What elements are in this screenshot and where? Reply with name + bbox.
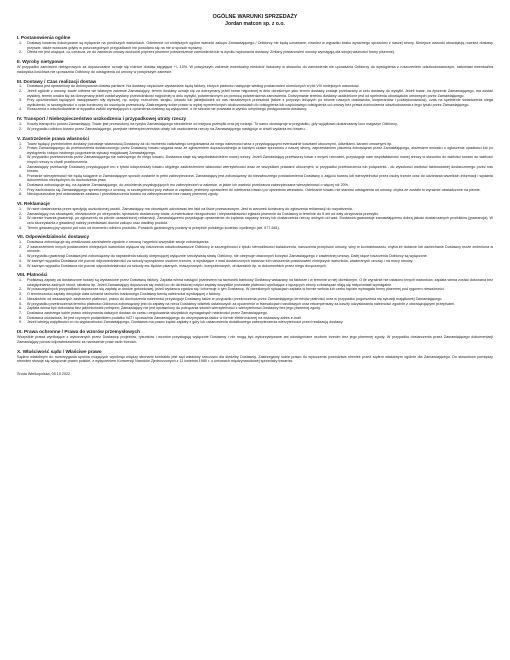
clause-text: W przypadku przekroczenia terminu płatności Odbiorca zobowiązany jest do zapłaty na rzecz Dostawcy odsetek ustawowych za opóźnienie w transakcjach handlowych oraz rekompensaty za koszty odzyskiwania należności zgodnie z obowiązującymi przepisami. xyxy=(27,301,455,306)
clause-number: 1. xyxy=(19,41,23,46)
clause-text: O terminowości zapłaty decyduje data uznania rachunku bankowego Dostawcy kwotą należności wynikającej z faktury. xyxy=(27,292,221,297)
clause-text: Przy zachowaniu się Zamawiającego sprzecznego z umową, w szczególności przy zwłoce w zapłacie, jesteśmy uprawnieni do odebrania towaru po uprzednim wezwaniu. Odebranie towaru nie stanowi odstąpienia od umowy, chyba że zostało to wyraźnie oświadczone na piśmie. xyxy=(27,187,481,192)
section-heading: III. Dostawy / Czas realizacji dostaw xyxy=(17,78,97,84)
clause-number: 8. xyxy=(19,192,23,197)
clause-text: Dostawca zastrzega sobie prawo wstrzymania dalszych dostaw do czasu uregulowania wszystkich wymagalnych należności przez Zamawiającego. xyxy=(27,311,268,316)
clause-number: 4. xyxy=(19,225,23,230)
clause-text: W razie dostarczenia przez spedycję uszkodzonej paczki, Zamawiający ma obowiązek odnotować ten fakt na liście przewozowym. Jest to warunek konieczny do zgłoszenia reklamacji do rozpatrzenia. xyxy=(27,207,353,211)
clause-item xyxy=(17,320,493,324)
clause-number: 1. xyxy=(19,122,23,127)
clause-item xyxy=(17,278,493,287)
clause-text: Jeżeli ogólnie z umowy, towar odbiera we własnym zakresie Zamawiający, termin dostawy uznaje się za dotrzymany jeżeli towar najpóźniej w dniu określonym jako termin dostawy zostaje przekazany w celu dostawy do wysyłki. Jeżeli towar, na życzenie Zamawiającego, ma zostać wysłany, termin uważa się za dotrzymany jeżeli został wysłany przewoźnikowi najpóźniej w dniu wysyłki, potwierdzonym za pomocą potwierdzenia zamówienia. Dotrzymanie terminu dostawy uzależnione jest od spełnienia obowiązków umownych przez Zamawiającego. xyxy=(27,89,493,98)
clause-item xyxy=(17,216,493,225)
document-body xyxy=(17,31,493,376)
clause-number: 3. xyxy=(19,216,23,221)
clause-number: 7. xyxy=(19,187,23,192)
clause-item xyxy=(17,264,493,268)
clause-number: 3. xyxy=(19,98,23,103)
section xyxy=(17,59,493,74)
clause-text: Podstawą zapłaty za dostarczone towary są wystawione przez Dostawcę faktury. Zapłata winna nastąpić przelewem na rachunek bankowy Dostawcy wskazany na fakturze i w terminie w niej określonym. O ile wyraźnie nie ustalono innych warunków, zapłata winna zostać dokonana bez uwzględniania żadnych skont, rabatów itp. Jeżeli Zamawiający dopuszcza się zwłoki co do określonej części zapłaty wszystkie pozostałe płatności wynikające z łączących strony zobowiązań stają się natychmiast wymagalne. xyxy=(27,278,493,287)
clause-item xyxy=(17,245,493,254)
clause-item xyxy=(17,127,493,131)
section xyxy=(17,136,493,197)
clause-number: 5. xyxy=(19,301,23,306)
clause-item xyxy=(17,174,493,183)
clause-number: 6. xyxy=(19,182,23,187)
clause-item xyxy=(17,192,493,196)
clause-text: W przypadku gwarancji Dostawa jest zobowiązany do naprawienia szkody obejmującej wyłącznie rzeczywistą stratę Odbiorcy, nie obejmuje utraconych korzyści Zamawiającego z zawieranej umowy. Dalej idące roszczenia Odbiorcy są wyłączone. xyxy=(27,254,428,259)
clause-number: 4. xyxy=(19,107,23,112)
clause-number: 7. xyxy=(19,311,23,316)
section-heading: X. Właściwość sądu / Właściwe prawo xyxy=(17,348,102,354)
section-heading: I. Postanowienia ogólne xyxy=(17,35,71,41)
clause-text: Towar będący przedmiotem dostawy pozostaje własnością Dostawcy aż do momentu całkowitego uregulowania za niego należności wraz z przysługującymi eventualnie kosztami ubocznymi, odsetkami, karami umownymi itp. xyxy=(27,141,393,146)
clause-number: 4. xyxy=(19,258,23,263)
clause-text: Przelanie wierzytelności nie będą ściągane w Zamawiającym sposób zostanie w pełni zabezpieczona. Zamawiający jest zobowiązany do niezwłocznego powiadomienia Dostawcy o zajęciu towaru lub wierzytelności przez osoby trzecie oraz do udzielania wszelkich informacji i wydania dokumentów niezbędnych do dochodzenia praw. xyxy=(27,173,493,183)
clause-number: 3. xyxy=(19,155,23,160)
clause-text: W okresie trwania gwarancji, po zgłoszeniu na piśmie uzasadnionej reklamacji, Zamawiającemu przysługuje uprawnienie do żądania naprawy rzeczy lub dostarczenia rzeczy wolnych od wad. Dostawca gwarantuje zamawiającemu dobrą jakość dostarczanych produktów (gwarancja). W celu skorzystania z gwarancji należy przedstawić dowód zakupu oraz wadliwy produkt. xyxy=(27,216,493,225)
section xyxy=(17,201,493,230)
clause-text: Zamawiający ma obowiązek, niezwłocznie po otrzymaniu, sprawdzić dostarczony towar, a ewentualne niezgodności i nieprawidłowości zgłasza pisemnie do Dostawcy w terminie do 5 dni od daty otrzymania przesyłki. xyxy=(27,211,379,216)
clause-number: 1. xyxy=(19,141,23,146)
clause-text: Dostawca oświadcza, że jest czynnym podatnikiem podatku VAT i upoważnia Zamawiającego do otrzymywania faktur w formie elektronicznej na wskazany adres e-mail. xyxy=(27,315,302,320)
clause-number: 2. xyxy=(19,126,23,131)
clause-item xyxy=(17,146,493,155)
clause-number: 9. xyxy=(19,320,23,325)
clause-text: Zapłata winna być dokonana bez jakichkolwiek potrąceń; Zamawiający nie jest uprawniony do potrącania swoich wierzytelności z wierzytelności Dostawcy bez jego pisemnej zgody. xyxy=(27,306,321,311)
clause-text: Koszty transportu ponosi Zamawiający. Towar jest przewożony na ryzyko Zamawiającego niezależnie od miejsca przesyłki oraz jej rodzaju. To samo obowiązuje w przypadku, gdy wyjątkowo dostarczamy loco magazyn Odbiorcy. xyxy=(27,122,398,127)
clause-number: 5. xyxy=(19,173,23,178)
section-heading: IV. Transport / Niebezpieczeństwo uszkodzenia i przypadkowej utraty rzeczy xyxy=(17,116,187,122)
clause-text: W poszczególnych przypadkach dopuszcza się zapłatę w drodze gotówkowej, jeżeli wydawca zgadza się i informuje o tym Dostawcę. W określonych sytuacjach zapłata w formie weksla lub czeku będzie wymagała formy pisemnej pod rygorem nieważności. xyxy=(27,287,445,292)
clause-item xyxy=(17,155,493,164)
clause-text: Dostawca zobowiązuje się, na żądanie Zamawiającego, do zwolnienia przysługujących mu zabezpieczeń w zakresie, w jakim ich wartość przekracza zabezpieczane wierzytelności o więcej niż 20%. xyxy=(27,182,349,187)
clause-number: 3. xyxy=(19,292,23,297)
section xyxy=(17,272,493,324)
clause-item xyxy=(17,50,493,54)
clause-number: 5. xyxy=(19,263,23,268)
section xyxy=(17,329,493,344)
section-heading: VII. Odpowiedzialność dostawcy xyxy=(17,234,90,240)
clause-text: Termin gwarancyjny wynosi pół roku od momentu odbioru produktu. Poradnik gwarancyjny podany w przepisie polskiego kodeksu cywilnego (art. 577-581). xyxy=(27,225,280,230)
section xyxy=(17,79,493,112)
clause-number: 2. xyxy=(19,245,23,249)
clause-item xyxy=(17,98,493,107)
clause-number: 3. xyxy=(19,254,23,259)
clause-item xyxy=(17,165,493,174)
clause-text: Dostawy towarów dokonywane są wyłącznie na poniższych warunkach. Odmienne od niniejszych ogólne warunki zakupu Zamawiającego / Odbiorcy nie będą uznawane, również w wypadku braku wyraźnego sprzeciwu z naszej strony. Niniejsze warunki obowiązują również dostawy przyszłe, także wówczas gdyby w poszczególnych przypadkach nie powołano się na nie w sposób wyraźny. xyxy=(27,41,493,50)
clause-number: 2. xyxy=(19,287,23,292)
clause-number: 2. xyxy=(19,211,23,216)
clause-text: W przypadku odbioru towaru przez Zamawiającego, przejście niebezpieczeństwa utraty lub uszkodzenia rzeczy na Zamawiającego następuje w chwili wydania mu towaru. xyxy=(27,126,306,131)
place-and-date: Środa Wielkopolska, 05.10.2022 xyxy=(17,371,71,376)
clause-number: 8. xyxy=(19,315,23,320)
section-paragraph: W przypadku zamówień niebyprowych za dopuszczalne uznaje się różnice dostaw sięgające +/- 10%. W powyższym zakresie ewentualny niedobór ilościowy w stosunku do zamówienia nie upoważnia Odbiorcy do wystąpienia z roszczeniem odszkodowawczym, natomiast ewentualna nadwyżka ilościowa nie upoważnia Odbiorcy do odstąpienia od umowy w powyższym zakresie. xyxy=(17,65,493,74)
section-paragraph: Sądem właściwym do rozstrzygania sporów mogących wyniknąć między stronami kontraktu jest sąd właściwy rzeczowo dla siedziby Dostawcy. Zastrzegamy sobie prawo do wytoczenia powództwa również przed sądem właściwym ogólnie dla Zamawiającego. Do stosunków pomiędzy stronami stosuje się wyłącznie prawo polskie, z wyłączeniem Konwencji Narodów Zjednoczonych z 11 kwietnia 1980 r. o umowach międzynarodowej sprzedaży towarów. xyxy=(17,354,493,364)
clause-text: Niedopuszczalne jest ustanawianie zastawu i przewłaszczenia towaru na zabezpieczenie bez naszej pisemnej zgody. xyxy=(27,192,219,197)
clause-number: 1. xyxy=(19,84,23,89)
clause-text: Dostawca zobowiązuje się zrealizować zamówienie zgodnie z umową i wypełnić wszystkie swoje zobowiązania. xyxy=(27,240,210,245)
clause-text: Niezależnie od wskazanych zastrzeżeń płatności, prawo do dochodzenia należności przysługuje Dostawcy także w przypadku przekroczenia przez Zamawiającego terminów płatności oraz w przypadku pogorszenia się sytuacji majątkowej Zamawiającego. xyxy=(27,296,443,301)
clause-text: W żadnym wypadku Dostawca nie ponosi odpowiedzialności za szkody wyrządzone osobom trzecim, a wynikające z wad dostarczonych towarów lub naruszenia postanowień niniejszych warunków, zawieranych umowy i na mocy umowy. xyxy=(27,258,414,263)
section-heading: IX. Prawa ochronne / Prawa do wzorów przemysłowych xyxy=(17,329,140,335)
section xyxy=(17,234,493,268)
clause-text: Prawo Zamawiającego do przetworzenia dostarczonego przez Dostawcę towaru wygasa wraz ze zgłoszeniem dopuszczalnego w każdym czasie sprzeciwu z naszej strony, zaprzestaniem płacenia zobowiązań przez Zamawiającego, złożeniem wniosku o ogłoszenie upadłości lub po wystąpieniu rażąco istotnego pogorszenia sytuacji majątkowej Zamawiającego. xyxy=(27,146,493,155)
clause-text: W żadnym wypadku Dostawca nie ponosi odpowiedzialności za szkody ew. tłędów pisanych, maszynowych, komputerowych, drukarskich itp. w dokumentach przez niego doręczonych. xyxy=(27,263,328,268)
clause-number: 1. xyxy=(19,240,23,245)
section-heading: V. Zastrzeżenie prawa własności xyxy=(17,135,89,141)
clause-item xyxy=(17,226,493,230)
clause-text: Roszczenia o odszkodowanie w wypadku zwłoki wynikających z opóźnienia dostawy są wyłączone, o ile szkoda nie powstała w wyniku umyślnego postępowania dostawcy. xyxy=(27,107,307,112)
section-heading: VI. Reklamacje xyxy=(17,201,50,207)
clause-text: W przypadku przetworzenia przez Zamawiającego nie należącego do niego towaru, Dostawca staje się współwłaścicielem nowej rzeczy. Jeżeli Zamawiający przetworzy towar z innymi rzeczami, przysługuje nam współwłasność nowej rzeczy w stosunku do wartości towaru do wartości innych rzeczy w chwili przetworzenia. xyxy=(27,155,493,164)
clause-text: Dostawca jest uprawniony do dokonywania dostaw partiami. Na dostawy częściowe wystawiane będą faktury, których płatność następuje według postanowień określonych w pkt VIII niniejszych warunków. xyxy=(27,84,360,89)
clause-text: Z zastrzeżeniem innych postanowień niniejszych warunków wyłącza się roszczenia odszkodowawcze Odbiorcy w szczególności z tytułu niemożliwości świadczenia, naruszenia przepisów umowy, winy w kontraktowaniu, chyba że dotarcie lub zaniechanie Dostawcy może zmieniona w umowie. xyxy=(27,245,493,254)
clause-number: 2. xyxy=(19,50,23,55)
clause-number: 4. xyxy=(19,296,23,301)
clause-number: 2. xyxy=(19,146,23,151)
clause-number: 2. xyxy=(19,89,23,94)
clause-number: 1. xyxy=(19,278,23,283)
document-subtitle: Jordan matcon sp. z o.o. xyxy=(225,20,285,27)
clause-text: Przy opóźnieniach będących następstwem siły wyższej, np. wojny, rozruchów, strajku, lokautu lub jakiejkolwiek od nas niezależnych przeszkód (także z przyczyn leżących po stronie naszych dostawców, kooperantów i podwykonawców), czas na spełnienie świadczenia ulega wydłużeniu, w szczególności o czas konieczny do usunięcia przeszkody. Zastrzegamy sobie prawo w wyżej wymienionych okolicznościach do odstąpienia lub częściowego odstąpienia od umowy bez prawa dochodzenia odszkodowania z tego tytułu przez Zamawiającego. xyxy=(27,98,493,107)
clause-text: Jeżeli istnieją wątpliwości co do wypłacalności Zamawiającego, Dostawca ma prawo żądać zapłaty z góry lub ustanowienia dodatkowego zabezpieczenia wierzytelności przed realizacją dostawy. xyxy=(27,320,344,325)
clause-text: Zamawiający przekazuje Dostawcy przysługujące mu z tytułu odsprzedaży towaru objętego zastrzeżeniem własności wierzytelności wraz ze wszystkimi prawami ubocznymi, w przypadku przetworzenia lub połączenia - do wysokości wartości fakturowanej dostarczonego przez nas towaru. xyxy=(27,164,493,173)
section xyxy=(17,116,493,131)
section-heading: II. Wyroby nietypowe xyxy=(17,59,64,65)
document-title: OGÓLNE WARUNKI SPRZEDAŻY xyxy=(212,14,298,20)
clause-number: 6. xyxy=(19,306,23,311)
clause-item xyxy=(17,41,493,50)
clause-number: 4. xyxy=(19,164,23,169)
clause-item xyxy=(17,89,493,98)
section xyxy=(17,349,493,364)
section-paragraph: Wszystkie prawa wynikające z wykonanych przez Dostawcę projektów, rysunków i wzorów przysługują wyłącznie Dostawcy i nie mogą być wykorzystywane ani udostępniane osobom trzecim bez jego pisemnej zgody. W przypadku dostarczenia przez Zamawiającego dokumentacji Zamawiający ponosi odpowiedzialność za naruszenie praw osób trzecich. xyxy=(17,335,493,344)
section-heading: VIII. Płatności xyxy=(17,272,48,278)
clause-item xyxy=(17,107,493,111)
section xyxy=(17,35,493,54)
clause-number: 1. xyxy=(19,207,23,211)
clause-text: Oferta nie jest wiążąca, co oznacza, że do zawarcia umowy dochodzi poprzez pisemne potwierdzenie zamówienia lub w wyniku wykonania dostawy. Zmiany postanowień umowy wymagają dla swojej ważności formy pisemnej. xyxy=(27,50,395,55)
